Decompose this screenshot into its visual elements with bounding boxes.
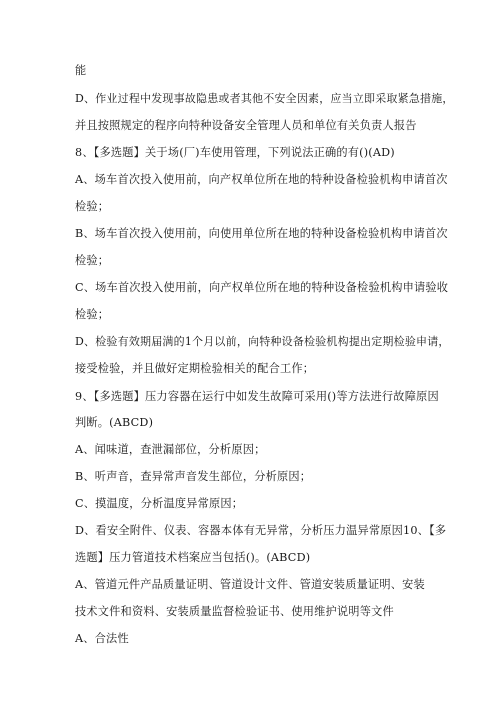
text-line: A、合法性 — [75, 632, 129, 645]
text-line: D、看安全附件、仪表、容器本体有无异常，分析压力温异常原因10、【多 — [75, 524, 447, 537]
text-line: C、场车首次投入使用前，向产权单位所在地的特种设备检验机构申请验收 — [75, 281, 449, 294]
text-line: D、作业过程中发现事故隐患或者其他不安全因素，应当立即采取紧急措施， — [75, 92, 454, 105]
text-line: 并且按照规定的程序向特种设备安全管理人员和单位有关负责人报告 — [75, 119, 417, 132]
text-line: 技术文件和资料、安装质量监督检验证书、使用维护说明等文件 — [75, 605, 394, 618]
question-9-heading: 9、【多选题】压力容器在运行中如发生故障可采用()等方法进行故障原因 — [75, 390, 439, 403]
text-line: D、检验有效期届满的1个月以前，向特种设备检验机构提出定期检验申请， — [75, 335, 450, 348]
question-8-heading: 8、【多选题】关于场(厂)车使用管理，下列说法正确的有()(AD) — [75, 146, 395, 159]
text-line: C、摸温度，分析温度异常原因； — [75, 497, 244, 510]
text-line: 接受检验，并且做好定期检验相关的配合工作； — [75, 362, 315, 375]
text-line: A、闻味道，查泄漏部位，分析原因； — [75, 443, 266, 456]
text-line: 检验； — [75, 200, 110, 213]
text-line: B、听声音，查异常声音发生部位，分析原因； — [75, 470, 312, 483]
text-line: A、管道元件产品质量证明、管道设计文件、管道安装质量证明、安装 — [75, 578, 425, 591]
text-line: B、场车首次投入使用前，向使用单位所在地的特种设备检验机构申请首次 — [75, 227, 448, 240]
text-line: 判断。(ABCD) — [75, 416, 154, 429]
text-line: A、场车首次投入使用前，向产权单位所在地的特种设备检验机构申请首次 — [75, 173, 448, 186]
question-10-heading: 选题】压力管道技术档案应当包括()。(ABCD) — [75, 551, 311, 564]
text-line: 能 — [75, 64, 87, 77]
text-line: 检验； — [75, 308, 110, 321]
text-line: 检验； — [75, 254, 110, 267]
